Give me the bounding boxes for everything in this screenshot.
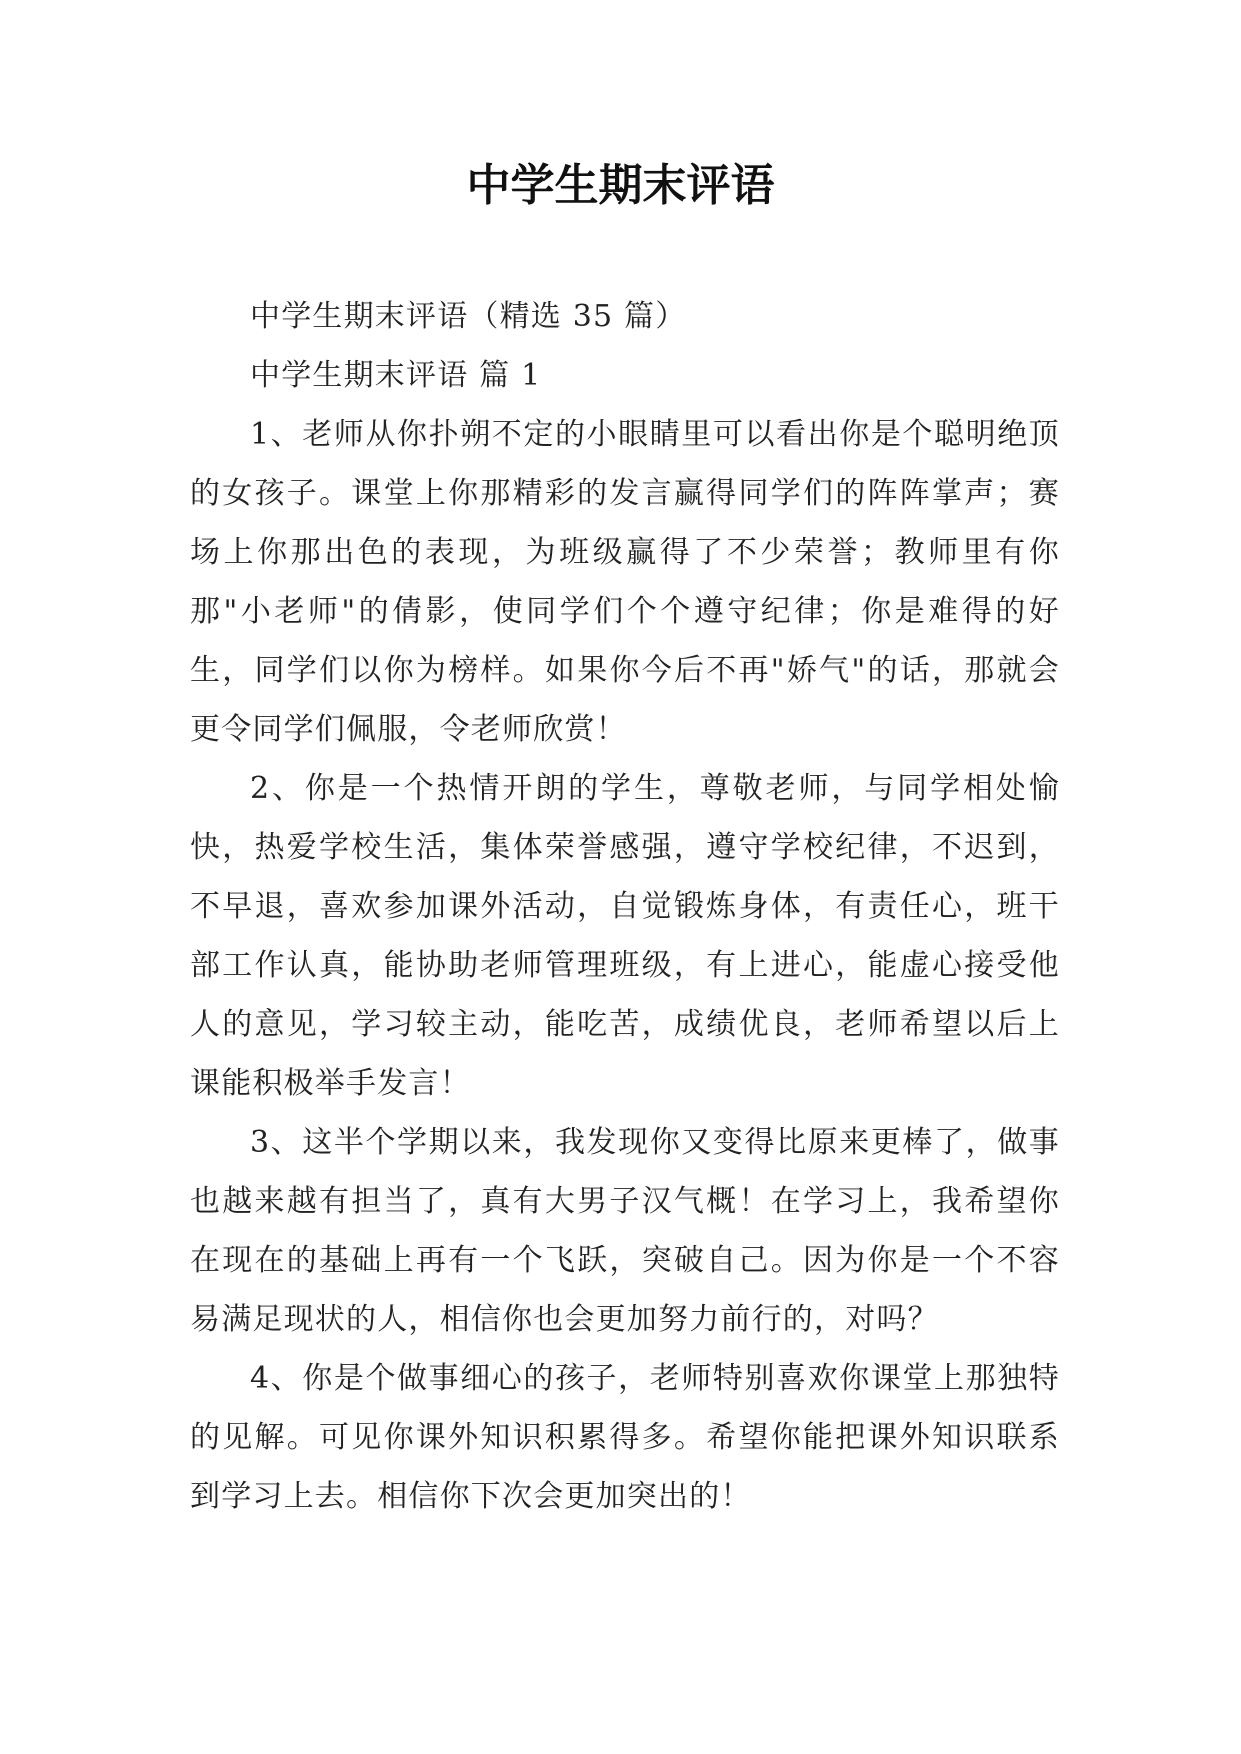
section-heading: 中学生期末评语 篇 1 xyxy=(250,358,542,393)
document-title: 中学生期末评语 xyxy=(466,160,775,211)
comment-paragraph-1: 1、老师从你扑朔不定的小眼睛里可以看出你是个聪明绝顶的女孩子。课堂上你那精彩的发言赢得同学们的阵阵掌声；赛场上你那出色的表现，为班级赢得了不少荣誉；教师里有你那"小老师"的倩影，使同学们个个遵守纪律；你是难得的好生，同学们以你为榜样。如果你今后不再"娇气"的话，那就会更令同学们佩服，令老师欣赏！ xyxy=(190,417,1060,747)
comment-paragraph-2: 2、你是一个热情开朗的学生，尊敬老师，与同学相处愉快，热爱学校生活，集体荣誉感强，遵守学校纪律，不迟到，不早退，喜欢参加课外活动，自觉锻炼身体，有责任心，班干部工作认真，能协助老师管理班级，有上进心，能虚心接受他人的意见，学习较主动，能吃苦，成绩优良，老师希望以后上课能积极举手发言！ xyxy=(190,771,1060,1101)
comment-paragraph-4: 4、你是个做事细心的孩子，老师特别喜欢你课堂上那独特的见解。可见你课外知识积累得多。希望你能把课外知识联系到学习上去。相信你下次会更加突出的！ xyxy=(190,1361,1060,1514)
comment-paragraph-3: 3、这半个学期以来，我发现你又变得比原来更棒了，做事也越来越有担当了，真有大男子汉气概！在学习上，我希望你在现在的基础上再有一个飞跃，突破自己。因为你是一个不容易满足现状的人，相信你也会更加努力前行的，对吗？ xyxy=(190,1125,1060,1337)
document-subtitle: 中学生期末评语（精选 35 篇） xyxy=(250,299,687,334)
document-body xyxy=(190,287,1060,1526)
